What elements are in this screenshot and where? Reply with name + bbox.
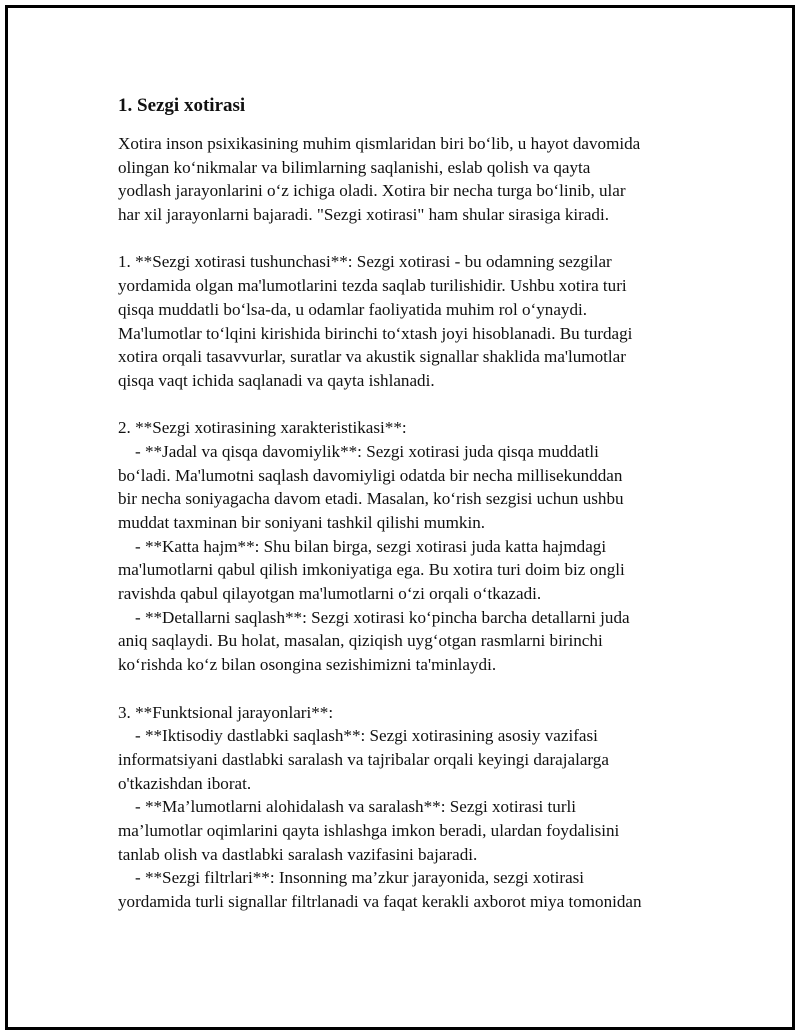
text-line: bir necha soniyagacha davom etadi. Masalan, ko‘rish sezgisi uchun ushbu	[118, 489, 624, 509]
section-2	[118, 416, 688, 677]
text-line: muddat taxminan bir soniyani tashkil qilishi mumkin.	[118, 513, 486, 532]
text-line: tanlab olish va dastlabki saralash vazifasini bajaradi.	[118, 844, 478, 864]
text-line: ko‘rishda ko‘z bilan osongina sezishimizni ta'minlaydi.	[118, 655, 497, 675]
text-line: aniq saqlaydi. Bu holat, masalan, qiziqish uyg‘otgan rasmlarni birinchi	[118, 631, 603, 651]
text-line: xotira orqali tasavvurlar, suratlar va akustik signallar shaklida ma'lumotlar	[118, 347, 626, 367]
text-line: ma'lumotlarni qabul qilish imkoniyatiga ega. Bu xotira turi doim biz ongli	[118, 560, 625, 580]
list-item	[118, 440, 688, 535]
list-item	[118, 724, 688, 795]
text-line: har xil jarayonlarni bajaradi. "Sezgi xotirasi" ham shular sirasiga kiradi.	[118, 205, 610, 225]
text-line: - **Sezgi filtrlari**: Insonning ma’zkur jarayonida, sezgi xotirasi	[135, 868, 585, 888]
list-item	[118, 795, 688, 866]
text-line: - **Jadal va qisqa davomiylik**: Sezgi xotirasi juda qisqa muddatli	[135, 441, 599, 461]
section-3	[118, 701, 688, 914]
section-heading: 1. Sezgi xotirasi	[118, 95, 246, 116]
paragraph-gap	[118, 393, 688, 417]
section-1-paragraph	[118, 250, 688, 392]
text-line: 1. **Sezgi xotirasi tushunchasi**: Sezgi xotirasi - bu odamning sezgilar	[118, 252, 612, 272]
text-line: olingan ko‘nikmalar va bilimlarning saqlanishi, eslab qolish va qayta	[118, 157, 591, 177]
paragraph-gap	[118, 227, 688, 251]
text-line: - **Iktisodiy dastlabki saqlash**: Sezgi xotirasining asosiy vazifasi	[135, 726, 598, 746]
text-line: ravishda qabul qilayotgan ma'lumotlarni o‘zi orqali o‘tkazadi.	[118, 584, 542, 604]
section-title: 3. **Funktsional jarayonlari**:	[118, 702, 334, 722]
document-body	[118, 92, 688, 914]
text-line: - **Detallarni saqlash**: Sezgi xotirasi ko‘pincha barcha detallarni juda	[135, 607, 630, 627]
text-line: Ma'lumotlar to‘lqini kirishida birinchi to‘xtash joyi hisoblanadi. Bu turdagi	[118, 323, 633, 343]
section-title: 2. **Sezgi xotirasining xarakteristikasi**:	[118, 418, 407, 438]
paragraph-gap	[118, 677, 688, 701]
text-line: o'tkazishdan iborat.	[118, 773, 252, 793]
list-item	[118, 535, 688, 606]
text-line: ma’lumotlar oqimlarini qayta ishlashga imkon beradi, ulardan foydalisini	[118, 820, 620, 840]
text-line: - **Katta hajm**: Shu bilan birga, sezgi xotirasi juda katta hajmdagi	[135, 536, 607, 556]
text-line: yordamida turli signallar filtrlanadi va faqat kerakli axborot miya tomonidan	[118, 892, 642, 911]
text-line: bo‘ladi. Ma'lumotni saqlash davomiyligi odatda bir necha millisekunddan	[118, 465, 623, 485]
text-line: informatsiyani dastlabki saralash va tajribalar orqali keyingi darajalarga	[118, 749, 609, 769]
text-line: yordamida olgan ma'lumotlarini tezda saqlab turilishidir. Ushbu xotira turi	[118, 276, 627, 296]
list-item	[118, 606, 688, 677]
text-line: yodlash jarayonlarini o‘z ichiga oladi. Xotira bir necha turga bo‘linib, ular	[118, 181, 626, 201]
text-line: Xotira inson psixikasining muhim qismlaridan biri bo‘lib, u hayot davomida	[118, 134, 641, 153]
text-line: qisqa muddatli bo‘lsa-da, u odamlar faoliyatida muhim rol o‘ynaydi.	[118, 299, 588, 319]
intro-paragraph	[118, 132, 688, 227]
list-item	[118, 866, 688, 913]
text-line: - **Ma’lumotlarni alohidalash va saralash**: Sezgi xotirasi turli	[135, 797, 577, 817]
text-line: qisqa vaqt ichida saqlanadi va qayta ishlanadi.	[118, 370, 435, 390]
